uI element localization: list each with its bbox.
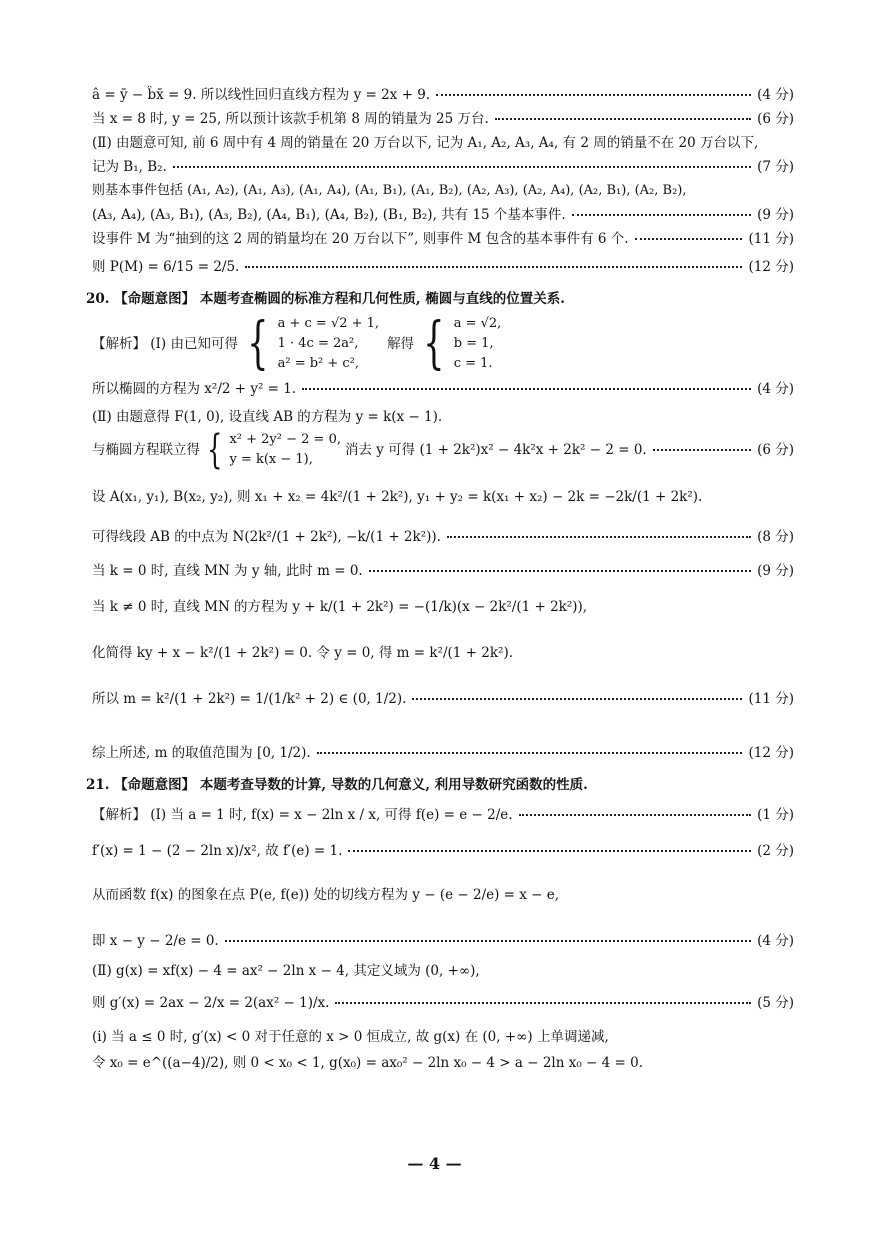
score-label: (8 分) [757,529,794,545]
vieta-line: 设 A(x₁, y₁), B(x₂, y₂), 则 x₁ + x₂ = 4k²/(1 + 2k²), y₁ + y₂ = k(x₁ + x₂) − 2k = −2k/(1 + 2k²). [92,489,703,505]
q20-solution-systems [92,311,794,376]
system-solution [414,311,502,376]
tangent-line-text: 从而函数 f(x) 的图象在点 P(e, f(e)) 处的切线方程为 y − (e − 2/e) = x − e, [92,887,560,903]
leader-dots [572,214,751,216]
simultaneous-line [92,430,794,470]
leader-dots [519,814,752,816]
q21-part1-line [92,806,794,824]
system-of-equations [200,430,341,470]
case-i-line: (ⅰ) 当 a ≤ 0 时, g′(x) < 0 对于任意的 x > 0 恒成立, 故 g(x) 在 (0, +∞) 上单调递减, [92,1029,609,1045]
score-label: (4 分) [757,381,794,397]
system-lines [278,314,379,374]
leader-dots [436,94,751,96]
leader-dots [635,238,743,240]
leader-dots [653,449,751,451]
score-label: (12 分) [748,745,794,761]
answer-content [86,86,794,1072]
line-text: 综上所述, m 的取值范围为 [0, 1/2). [92,745,311,761]
part2-intro: (Ⅱ) 由题意可知, 前 6 周中有 4 周的销量在 20 万台以下, 记为 A₁, A₂, A₃, A₄, 有 2 周的销量不在 20 万台以下, [92,135,759,151]
line-text: f′(x) = 1 − (2 − 2ln x)/x², 故 f′(e) = 1. [92,843,343,859]
left-brace: { [423,311,445,376]
score-label: (7 分) [757,159,794,175]
system-lines [454,314,502,374]
basic-events-line-2 [92,206,794,224]
score-label: (1 分) [757,807,794,823]
line-text: 则 g′(x) = 2ax − 2/x = 2(ax² − 1)/x. [92,995,330,1011]
leader-dots [245,266,742,268]
k-zero-line [92,562,794,580]
line-text: 设事件 M 为“抽到的这 2 周的销量均在 20 万台以下”, 则事件 M 包含的基本事件有 6 个. [92,231,629,247]
leader-dots [369,570,751,572]
page-number: — 4 — [407,1154,462,1173]
left-brace: { [247,311,269,376]
x0-line: 令 x₀ = e^((a−4)/2), 则 0 < x₀ < 1, g(x₀) = ax₀² − 2ln x₀ − 4 > a − 2ln x₀ − 4 = 0. [92,1055,644,1071]
line-text: 即 x − y − 2/e = 0. [92,933,219,949]
solve-word: 解得 [387,336,415,352]
system-line: a + c = √2 + 1, [277,316,380,331]
conclusion-line [92,744,794,762]
ellipse-equation-line [92,380,794,398]
score-label: (12 分) [748,259,794,275]
midpoint-line [92,528,794,546]
system-line: a² = b² + c², [277,356,360,371]
regression-line [92,86,794,104]
line-ab-setup: (Ⅱ) 由题意得 F(1, 0), 设直线 AB 的方程为 y = k(x − 1). [92,409,443,425]
leader-dots [412,698,742,700]
line-text: 所以椭圆的方程为 x²/2 + y² = 1. [92,381,297,397]
leader-dots [173,166,751,168]
leader-dots [335,1002,751,1004]
system-line: 1 · 4c = 2a², [277,336,359,351]
leader-dots [225,940,751,942]
event-m-line [92,230,794,248]
score-label: (5 分) [757,995,794,1011]
simplify-line: 化简得 ky + x − k²/(1 + 2k²) = 0. 令 y = 0, 得 m = k²/(1 + 2k²). [92,645,514,661]
line-text: 【解析】 (Ⅰ) 当 a = 1 时, f(x) = x − 2ln x / x, 可得 f(e) = e − 2/e. [92,807,513,823]
system-of-equations [238,311,380,376]
left-brace: { [207,430,223,470]
q20-heading: 20. 【命题意图】 本题考查椭圆的标准方程和几何性质, 椭圆与直线的位置关系. [86,291,565,307]
system-line: y = k(x − 1), [229,452,313,467]
leader-dots [447,536,751,538]
line-text: 当 x = 8 时, y = 25, 所以预计该款手机第 8 周的销量为 25 万台. [92,111,489,127]
score-label: (11 分) [748,231,794,247]
leader-dots [495,118,751,120]
basic-events-line: 则基本事件包括 (A₁, A₂), (A₁, A₃), (A₁, A₄), (A₁, B₁), (A₁, B₂), (A₂, A₃), (A₂, A₄), (A₂, B₁), (A₂, B₂), [92,183,687,198]
line-text: 所以 m = k²/(1 + 2k²) = 1/(1/k² + 2) ∈ (0, 1/2). [92,691,407,707]
system-line: x² + 2y² − 2 = 0, [229,432,341,447]
g-derivative-line [92,994,794,1012]
q20-solution-prefix: 【解析】 (Ⅰ) 由已知可得 [92,336,238,352]
leader-dots [302,388,751,390]
tangent-result-line [92,932,794,950]
q21-heading: 21. 【命题意图】 本题考查导数的计算, 导数的几何意义, 利用导数研究函数的性质. [86,777,588,793]
part2-label-line [92,158,794,176]
prediction-line [92,110,794,128]
system-line: a = √2, [453,316,502,331]
line-text: â = ȳ − b̂x̄ = 9. 所以线性回归直线方程为 y = 2x + 9. [92,87,431,103]
simultaneous-prefix: 与椭圆方程联立得 [92,442,200,458]
system-line: b = 1, [453,336,494,351]
line-text: 当 k = 0 时, 直线 MN 为 y 轴, 此时 m = 0. [92,563,363,579]
line-text: 可得线段 AB 的中点为 N(2k²/(1 + 2k²), −k/(1 + 2k²)). [92,529,441,545]
score-label: (4 分) [757,933,794,949]
simultaneous-text [92,430,647,470]
leader-dots [348,850,751,852]
leader-dots [317,752,743,754]
simultaneous-suffix: 消去 y 可得 (1 + 2k²)x² − 4k²x + 2k² − 2 = 0. [344,442,647,458]
line-text: 则 P(M) = 6/15 = 2/5. [92,259,240,275]
system-lines [229,430,341,470]
score-label: (6 分) [757,111,794,127]
probability-line [92,258,794,276]
score-label: (2 分) [757,843,794,859]
score-label: (11 分) [748,691,794,707]
score-label: (6 分) [757,442,794,458]
m-range-line [92,690,794,708]
g-definition-line: (Ⅱ) g(x) = xf(x) − 4 = ax² − 2ln x − 4, 其定义域为 (0, +∞), [92,963,480,979]
score-label: (4 分) [757,87,794,103]
derivative-line [92,842,794,860]
system-line: c = 1. [453,356,493,371]
score-label: (9 分) [757,563,794,579]
mn-equation-line: 当 k ≠ 0 时, 直线 MN 的方程为 y + k/(1 + 2k²) = −(1/k)(x − 2k²/(1 + 2k²)), [92,599,588,615]
line-text: 记为 B₁, B₂. [92,159,167,175]
line-text: (A₃, A₄), (A₃, B₁), (A₃, B₂), (A₄, B₁), (A₄, B₂), (B₁, B₂), 共有 15 个基本事件. [92,207,566,223]
score-label: (9 分) [757,207,794,223]
